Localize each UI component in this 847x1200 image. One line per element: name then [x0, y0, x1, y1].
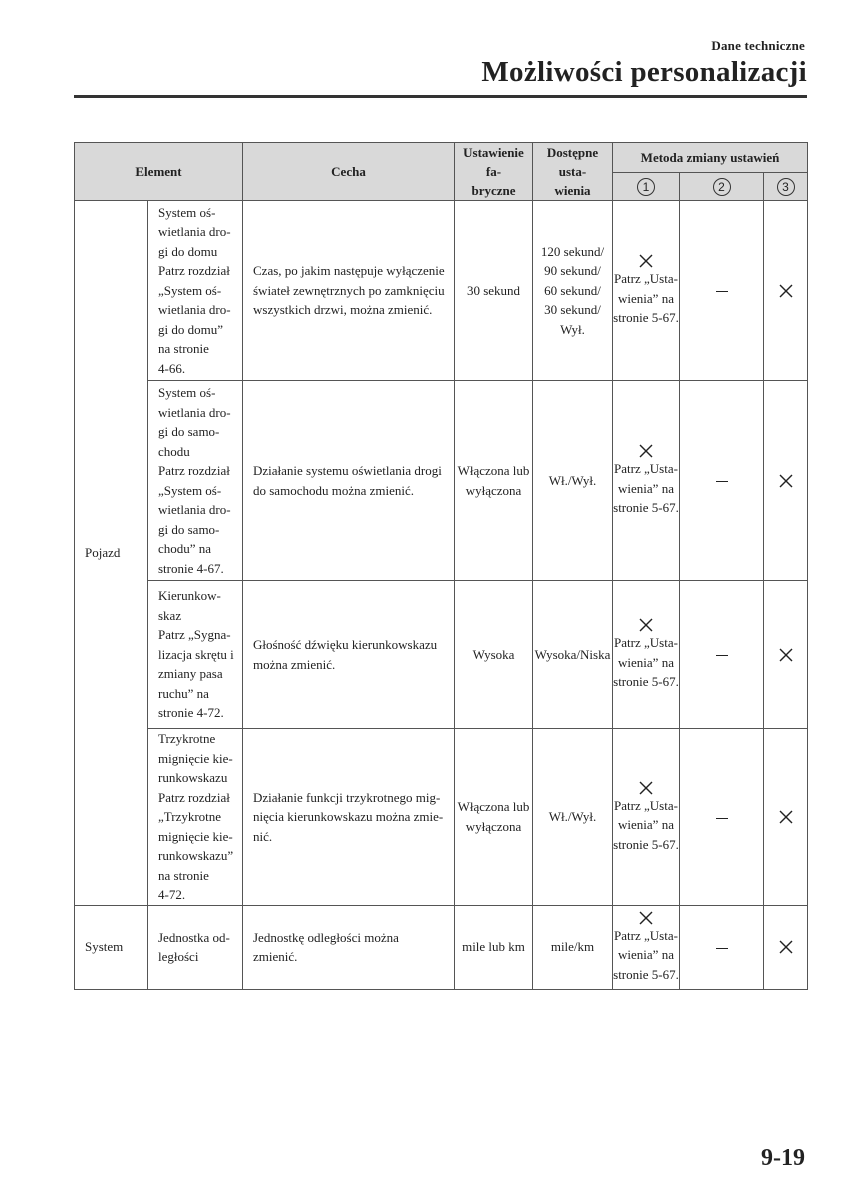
- element-cell: Jednostka od- ległości: [148, 905, 243, 989]
- settings-reference: Patrz „Usta- wienia” na stronie 5-67.: [613, 635, 679, 690]
- cross-icon: [778, 809, 794, 825]
- element-cell: System oś- wietlania dro- gi do samo- chodu Patrz rozdział „System oś- wietlania dro- gi do samo- chodu” na stronie 4-67.: [148, 381, 243, 581]
- method-1-cell: [613, 381, 680, 581]
- cross-icon: [638, 617, 654, 633]
- header-method-3: [764, 172, 808, 200]
- method-2-cell: [680, 201, 764, 381]
- cross-icon: [778, 283, 794, 299]
- cross-icon: [638, 910, 654, 926]
- method-2-cell: [680, 381, 764, 581]
- dash-icon: [716, 655, 728, 656]
- dash-icon: [716, 948, 728, 949]
- cross-icon: [778, 647, 794, 663]
- method-1-cell: [613, 581, 680, 729]
- group-label: Pojazd: [75, 201, 148, 906]
- cross-icon: [778, 939, 794, 955]
- method-2-cell: [680, 905, 764, 989]
- dash-icon: [716, 818, 728, 819]
- method-2-cell: [680, 581, 764, 729]
- method-3-badge: 3: [777, 178, 795, 196]
- header-factory-setting: Ustawienie fa- bryczne: [455, 143, 533, 201]
- available-settings-cell: Wł./Wył.: [533, 381, 613, 581]
- header-element: Element: [75, 143, 243, 201]
- page-title: Możliwości personalizacji: [481, 56, 807, 88]
- dash-icon: [716, 481, 728, 482]
- header-method-1: [613, 172, 680, 200]
- method-3-cell: [764, 729, 808, 906]
- method-2-cell: [680, 729, 764, 906]
- cross-icon: [638, 253, 654, 269]
- method-1-badge: 1: [637, 178, 655, 196]
- cross-icon: [638, 780, 654, 796]
- header-change-method: Metoda zmiany ustawień: [613, 143, 808, 173]
- element-cell: Kierunkow- skaz Patrz „Sygna- lizacja skrętu i zmiany pasa ruchu” na stronie 4-72.: [148, 581, 243, 729]
- section-label: Dane techniczne: [711, 38, 805, 53]
- settings-reference: Patrz „Usta- wienia” na stronie 5-67.: [613, 461, 679, 516]
- dash-icon: [716, 291, 728, 292]
- table-row: [75, 381, 808, 581]
- title-divider: [74, 95, 807, 98]
- cross-icon: [638, 443, 654, 459]
- available-settings-cell: 120 sekund/ 90 sekund/ 60 sekund/ 30 sekund/ Wył.: [533, 201, 613, 381]
- personalization-table: [74, 142, 808, 990]
- feature-cell: Działanie systemu oświetlania drogi do samochodu można zmienić.: [243, 381, 455, 581]
- available-settings-cell: Wł./Wył.: [533, 729, 613, 906]
- method-1-cell: [613, 201, 680, 381]
- feature-cell: Głośność dźwięku kierunkowskazu można zmienić.: [243, 581, 455, 729]
- table-row: [75, 729, 808, 906]
- header-method-2: [680, 172, 764, 200]
- method-3-cell: [764, 201, 808, 381]
- page-number: 9-19: [761, 1145, 805, 1171]
- header-available-settings: Dostępne usta- wienia: [533, 143, 613, 201]
- element-cell: System oś- wietlania dro- gi do domu Patrz rozdział „System oś- wietlania dro- gi do domu” na stronie 4-66.: [148, 201, 243, 381]
- feature-cell: Działanie funkcji trzykrotnego mig- nięcia kierunkowskazu można zmie- nić.: [243, 729, 455, 906]
- method-2-badge: 2: [713, 178, 731, 196]
- factory-setting-cell: Włączona lub wyłączona: [455, 729, 533, 906]
- header-feature: Cecha: [243, 143, 455, 201]
- method-1-cell: [613, 905, 680, 989]
- factory-setting-cell: Wysoka: [455, 581, 533, 729]
- method-3-cell: [764, 581, 808, 729]
- feature-cell: Czas, po jakim następuje wyłączenie świateł zewnętrznych po zamknięciu wszystkich drzwi, można zmienić.: [243, 201, 455, 381]
- settings-reference: Patrz „Usta- wienia” na stronie 5-67.: [613, 797, 679, 852]
- method-1-cell: [613, 729, 680, 906]
- table-row: [75, 905, 808, 989]
- group-label: System: [75, 905, 148, 989]
- factory-setting-cell: mile lub km: [455, 905, 533, 989]
- settings-reference: Patrz „Usta- wienia” na stronie 5-67.: [613, 271, 679, 326]
- settings-reference: Patrz „Usta- wienia” na stronie 5-67.: [613, 927, 679, 982]
- feature-cell: Jednostkę odległości można zmienić.: [243, 905, 455, 989]
- table-row: [75, 201, 808, 381]
- method-3-cell: [764, 905, 808, 989]
- cross-icon: [778, 473, 794, 489]
- factory-setting-cell: Włączona lub wyłączona: [455, 381, 533, 581]
- element-cell: Trzykrotne mignięcie kie- runkowskazu Patrz rozdział „Trzykrotne mignięcie kie- runkowskazu” na stronie 4-72.: [148, 729, 243, 906]
- available-settings-cell: Wysoka/Niska: [533, 581, 613, 729]
- method-3-cell: [764, 381, 808, 581]
- available-settings-cell: mile/km: [533, 905, 613, 989]
- table-row: [75, 581, 808, 729]
- factory-setting-cell: 30 sekund: [455, 201, 533, 381]
- table-body: [75, 201, 808, 990]
